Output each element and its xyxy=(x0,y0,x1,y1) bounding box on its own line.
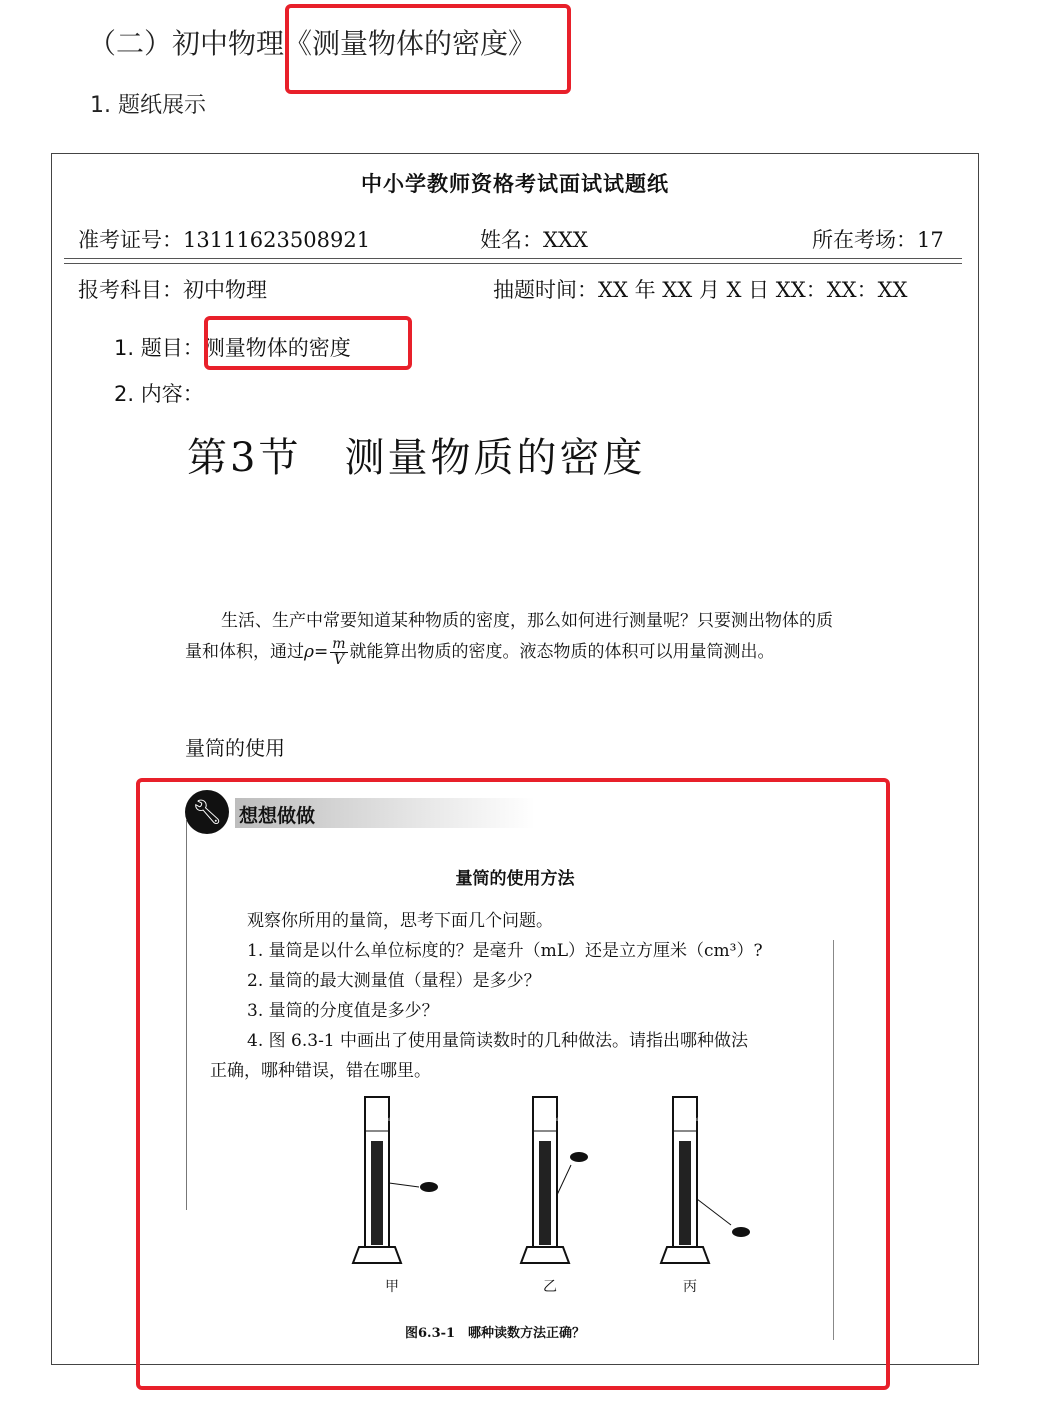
section-title-prefix: （二）初中物理 xyxy=(88,27,285,60)
lesson-paragraph xyxy=(185,606,845,668)
exam-venue xyxy=(812,224,944,254)
subsection-title: 1. 题纸展示 xyxy=(90,93,206,118)
exam-number xyxy=(78,224,370,254)
item-content: 2. 内容： xyxy=(114,382,204,406)
activity-intro: 观察你所用的量筒，思考下面几个问题。 xyxy=(247,911,553,931)
question-2: 2. 量筒的最大测量值（量程）是多少？ xyxy=(247,971,541,991)
divider-top xyxy=(64,258,962,259)
cylinder-label-yi: 乙 xyxy=(543,1279,557,1295)
draw-time xyxy=(493,274,908,304)
activity-subtitle: 量筒的使用方法 xyxy=(455,869,575,889)
density-formula xyxy=(330,637,347,668)
item-topic-highlight-box xyxy=(204,316,412,370)
topic-highlight-box xyxy=(285,4,571,94)
draw-time-value: XX 年 XX 月 X 日 XX：XX：XX xyxy=(598,278,908,302)
cylinder-mark-yi: ℃20 100ml xyxy=(535,1117,559,1122)
formula-numerator: m xyxy=(332,636,346,652)
cylinder-label-jia: 甲 xyxy=(385,1279,399,1295)
cylinder-mark-bing: ℃20 100ml xyxy=(675,1117,699,1122)
paragraph-text-2: 就能算出物质的密度。液态物质的体积可以用量筒测出。 xyxy=(349,642,775,662)
candidate-name xyxy=(480,224,588,254)
activity-highlight-box xyxy=(136,778,890,1390)
question-3: 3. 量筒的分度值是多少？ xyxy=(247,1001,439,1021)
exam-number-label: 准考证号： xyxy=(78,228,183,252)
question-4-line-2: 正确，哪种错误，错在哪里。 xyxy=(210,1061,431,1081)
cylinder-mark-jia: ℃20 100ml xyxy=(367,1117,391,1122)
question-4-line-1: 4. 图 6.3-1 中画出了使用量筒读数时的几种做法。请指出哪种做法 xyxy=(247,1031,749,1051)
lesson-subheading: 量筒的使用 xyxy=(185,736,285,760)
wrench-icon: 🔧︎ xyxy=(185,790,229,834)
draw-time-label: 抽题时间： xyxy=(493,278,598,302)
sheet-title: 中小学教师资格考试面试试题纸 xyxy=(361,172,669,196)
divider-bottom xyxy=(64,263,962,264)
exam-venue-label: 所在考场： xyxy=(812,228,917,252)
question-1: 1. 量筒是以什么单位标度的？是毫升（mL）还是立方厘米（cm³）? xyxy=(247,941,763,961)
activity-heading: 想想做做 xyxy=(239,805,316,827)
exam-venue-value: 17 xyxy=(917,228,944,252)
formula-rho: ρ= xyxy=(304,642,329,662)
exam-number-value: 13111623508921 xyxy=(183,228,371,252)
candidate-name-label: 姓名： xyxy=(480,228,543,252)
exam-subject xyxy=(78,274,267,304)
formula-denominator: V xyxy=(333,652,344,668)
exam-subject-value: 初中物理 xyxy=(183,278,267,302)
item-topic-value: 测量物体的密度 xyxy=(203,336,351,360)
cylinder-label-bing: 丙 xyxy=(683,1279,697,1295)
section-title-topic: 《测量物体的密度》 xyxy=(284,27,537,60)
item-topic-label: 1. 题目： xyxy=(114,336,204,360)
lesson-title: 第3节 测量物质的密度 xyxy=(187,435,646,481)
paragraph-text-1: 生活、生产中常要知道某种物质的密度，那么如何进行测量呢？只要测出物体的质量和体积，通过 xyxy=(185,611,833,662)
candidate-name-value: XXX xyxy=(543,228,588,252)
figure-caption: 图6.3-1 哪种读数方法正确？ xyxy=(405,1326,586,1341)
exam-subject-label: 报考科目： xyxy=(78,278,183,302)
